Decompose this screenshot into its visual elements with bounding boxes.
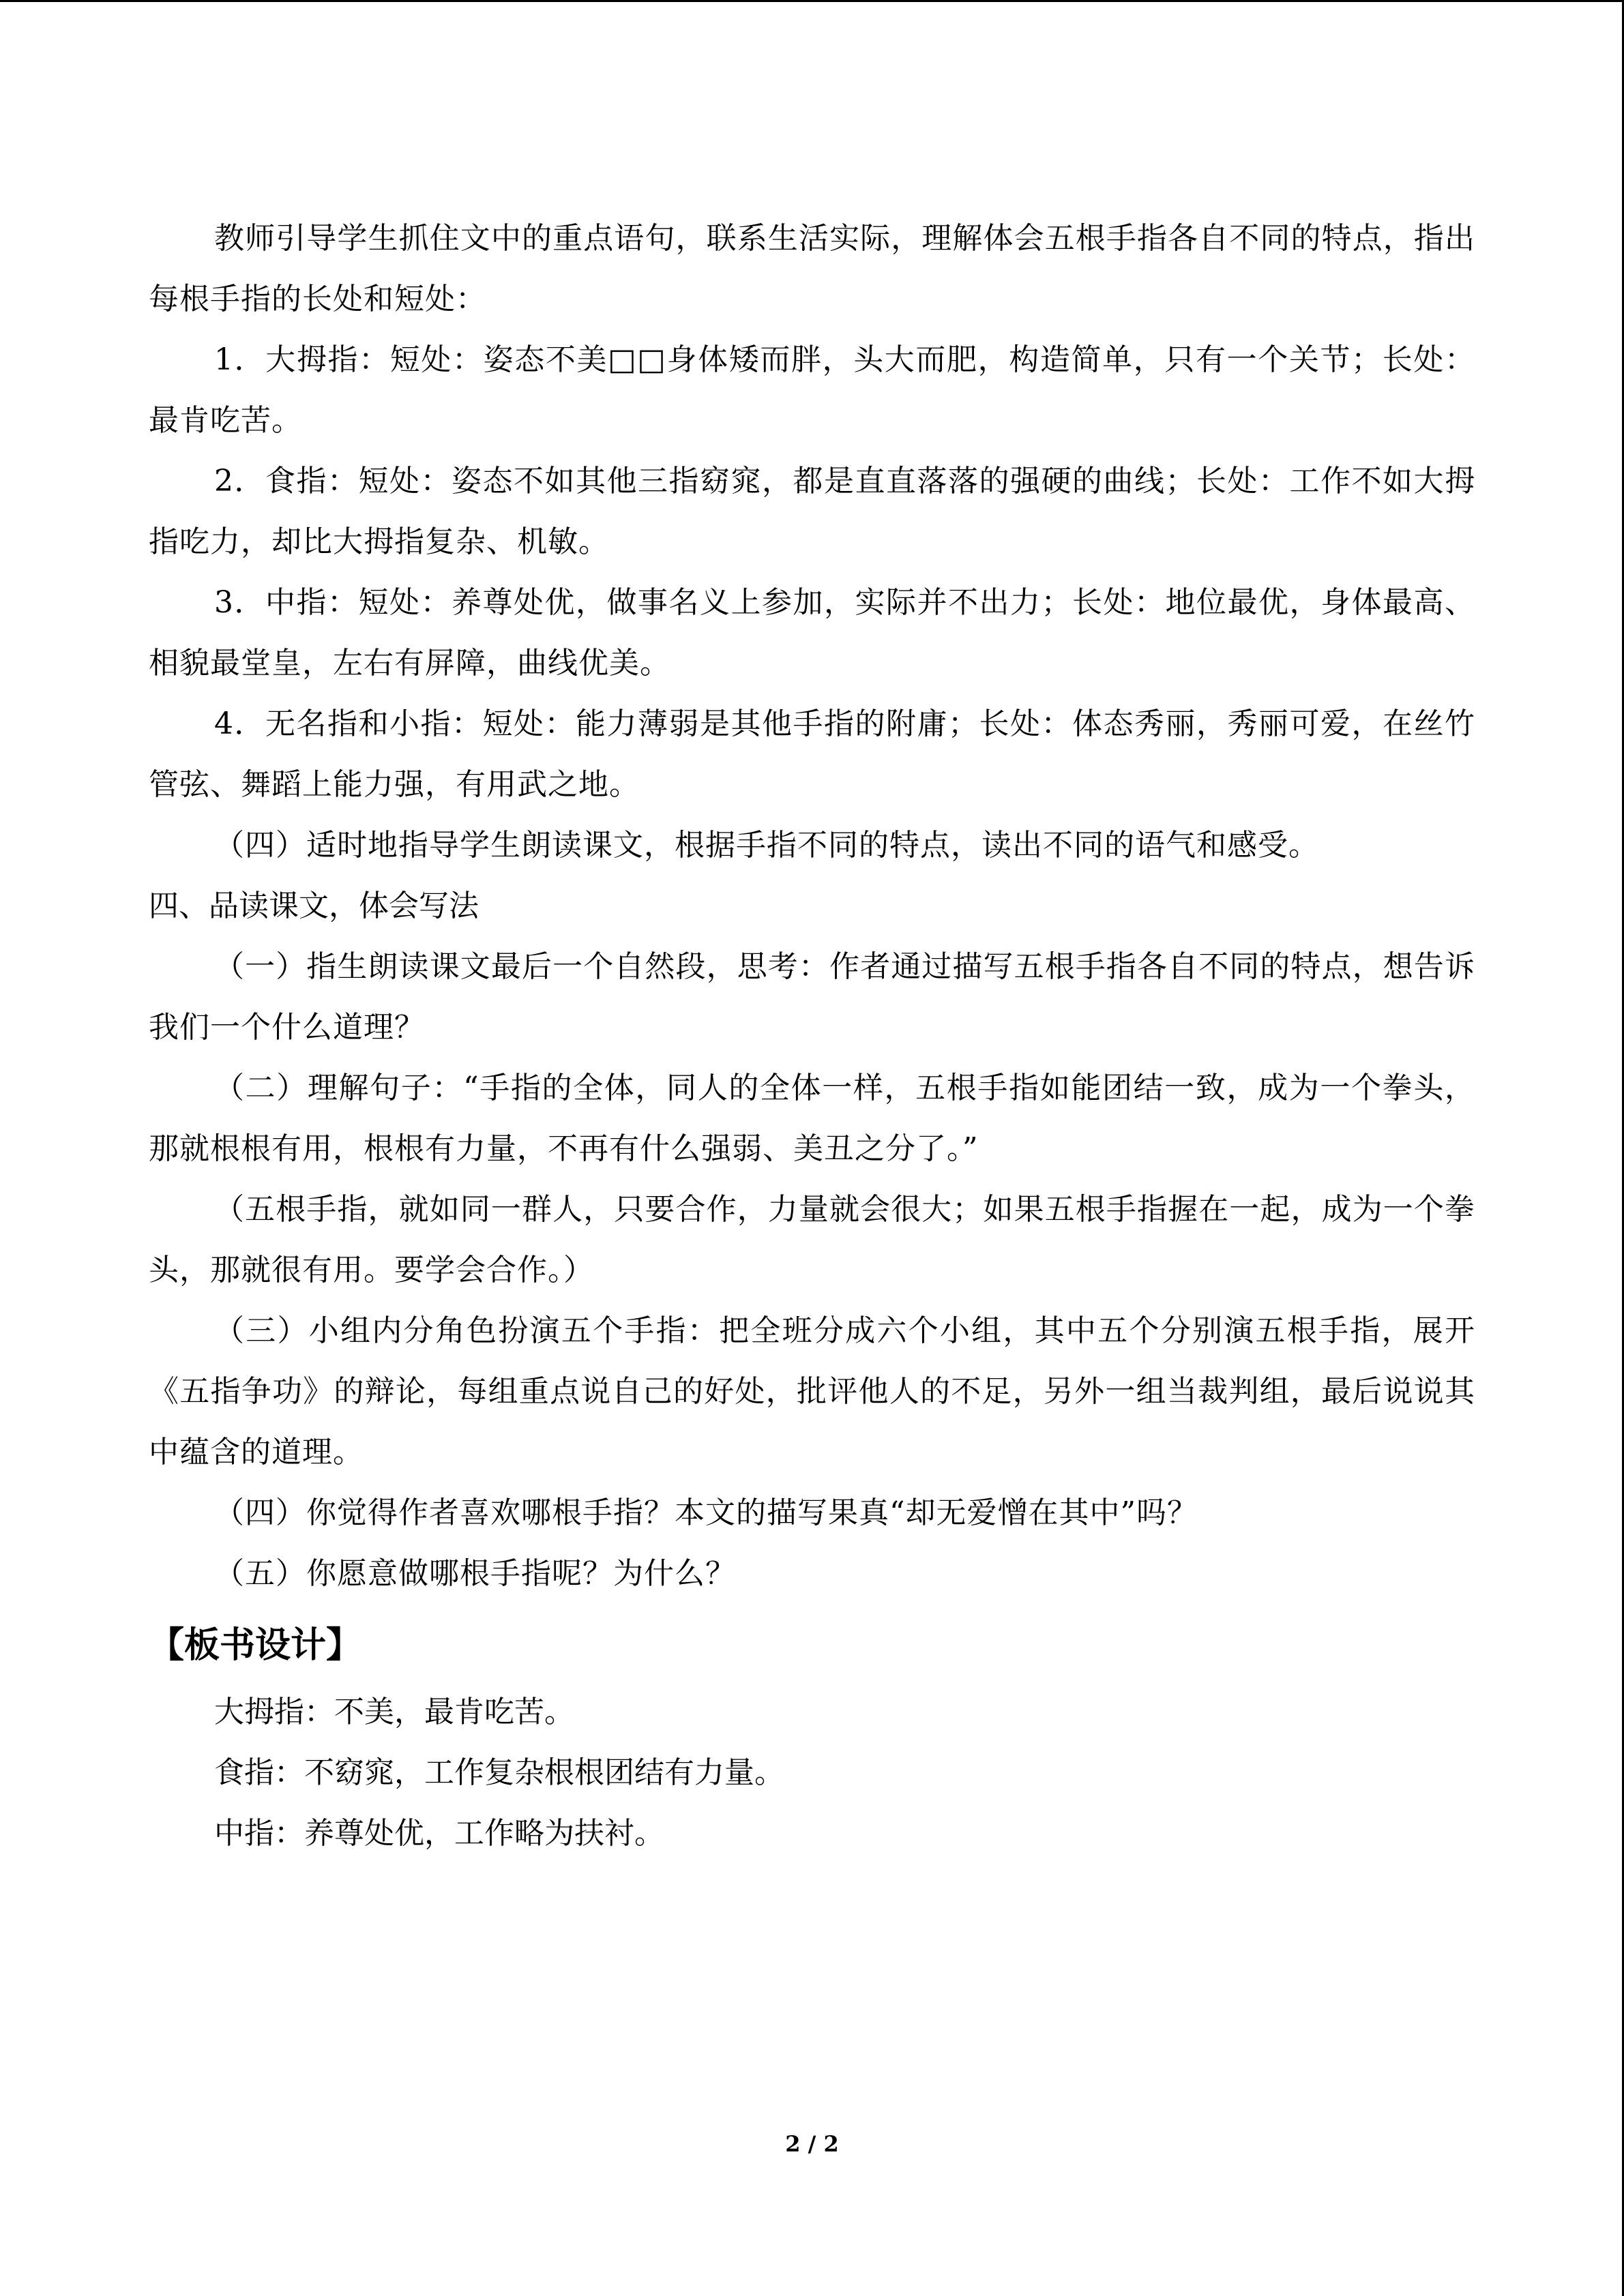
board-line-middle: 中指：养尊处优，工作略为扶衬。 bbox=[214, 1816, 664, 1851]
item-ring-and-little-finger: 4．无名指和小指：短处：能力薄弱是其他手指的附庸；长处：体态秀丽，秀丽可爱，在丝竹管弦、舞蹈上能力强，有用武之地。 bbox=[149, 706, 1475, 802]
board-design-heading: 【板书设计】 bbox=[149, 1625, 362, 1666]
item-index-finger: 2．食指：短处：姿态不如其他三指窈窕，都是直直落落的强硬的曲线；长处：工作不如大拇指吃力，却比大拇指复杂、机敏。 bbox=[149, 464, 1475, 559]
question-three: （三）小组内分角色扮演五个手指：把全班分成六个小组，其中五个分别演五根手指，展开《五指争功》的辩论，每组重点说自己的好处，批评他人的不足，另外一组当裁判组，最后说说其中蕴含的道理。 bbox=[149, 1313, 1475, 1470]
question-two-answer: （五根手指，就如同一群人，只要合作，力量就会很大；如果五根手指握在一起，成为一个拳头，那就很有用。要学会合作。） bbox=[149, 1192, 1475, 1287]
question-five: （五）你愿意做哪根手指呢？为什么？ bbox=[214, 1556, 736, 1591]
intro-paragraph: 教师引导学生抓住文中的重点语句，联系生活实际，理解体会五根手指各自不同的特点，指出每根手指的长处和短处： bbox=[149, 221, 1475, 316]
document-content bbox=[149, 208, 1475, 1864]
page-number: 2 / 2 bbox=[785, 2131, 839, 2157]
top-border-line bbox=[0, 0, 1624, 2]
question-four: （四）你觉得作者喜欢哪根手指？本文的描写果真“却无爱憎在其中”吗？ bbox=[214, 1495, 1198, 1530]
item-thumb: 1．大拇指：短处：姿态不美□□身体矮而胖，头大而肥，构造简单，只有一个关节；长处：最肯吃苦。 bbox=[149, 342, 1475, 438]
board-line-index: 食指：不窈窕，工作复杂根根团结有力量。 bbox=[214, 1755, 784, 1790]
question-one: （一）指生朗读课文最后一个自然段，思考：作者通过描写五根手指各自不同的特点，想告诉我们一个什么道理？ bbox=[149, 949, 1475, 1045]
board-line-thumb: 大拇指：不美，最肯吃苦。 bbox=[214, 1695, 574, 1729]
step-four-reading: （四）适时地指导学生朗读课文，根据手指不同的特点，读出不同的语气和感受。 bbox=[214, 828, 1319, 863]
question-two: （二）理解句子：“手指的全体，同人的全体一样，五根手指如能团结一致，成为一个拳头，那就根根有用，根根有力量，不再有什么强弱、美丑之分了。” bbox=[149, 1071, 1475, 1166]
item-middle-finger: 3．中指：短处：养尊处优，做事名义上参加，实际并不出力；长处：地位最优，身体最高、相貌最堂皇，左右有屏障，曲线优美。 bbox=[149, 585, 1475, 681]
section-four-heading: 四、品读课文，体会写法 bbox=[149, 889, 479, 923]
